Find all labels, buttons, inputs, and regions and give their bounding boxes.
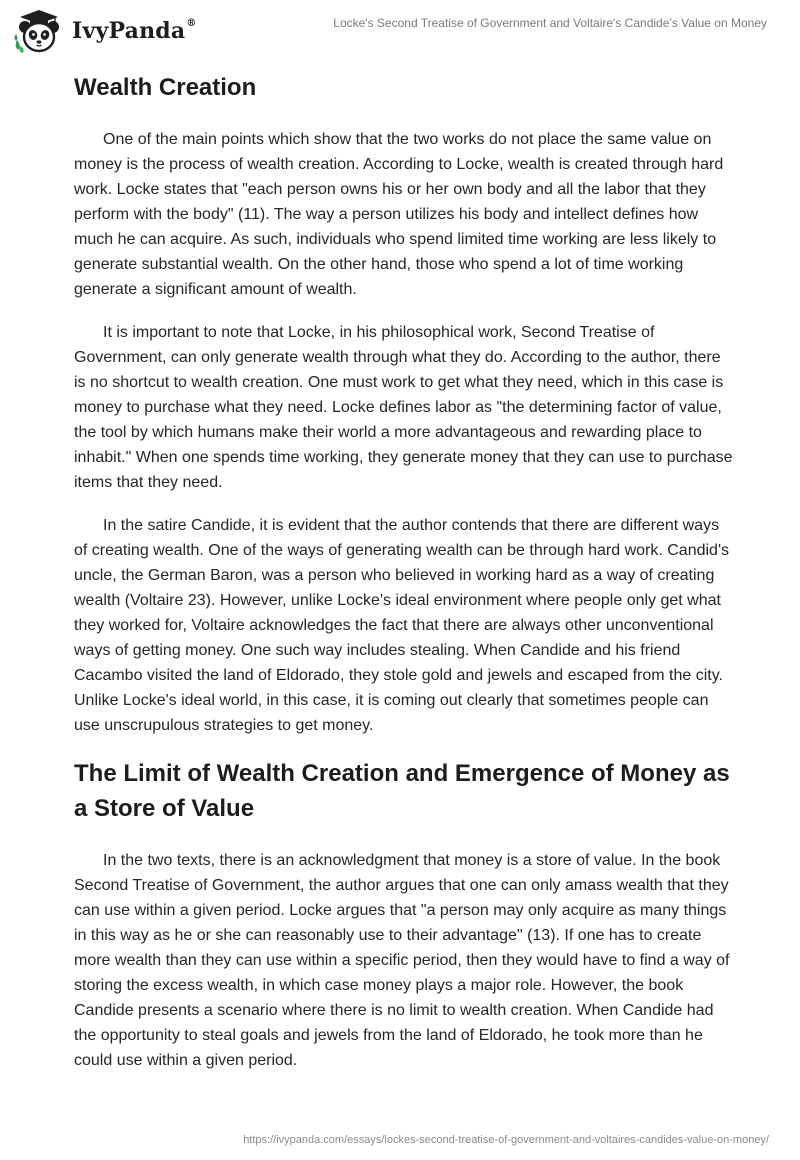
paragraph: In the two texts, there is an acknowledgment that money is a store of value. In the book Second Treatise of Government, the author argues that one can only amass wealth that they can use within a given period. Locke argues that "a person may only acquire as many things in this way as he or she can reasonably use to their advantage" (13). If one has to create more wealth than they can use within a specific period, then they would have to find a way of storing the excess wealth, in which case money plays a major role. However, the book Candide presents a scenario where there is no limit to wealth creation. When Candide had the opportunity to steal goals and jewels from the land of Eldorado, he took more than he could use within a given period. (74, 852, 730, 1069)
section-heading-wealth-creation: Wealth Creation (74, 74, 257, 101)
paragraph: One of the main points which show that the two works do not place the same value on money is the process of wealth creation. According to Locke, wealth is created through hard work. Locke states that "each person owns his or her own body and all the labor that they perform with the body" (11). The way a person utilizes his body and intellect defines how much he can acquire. As such, individuals who spend limited time working are less likely to generate substantial wealth. On the other hand, those who spend a lot of time working generate a significant amount of wealth. (74, 131, 724, 298)
paragraph: It is important to note that Locke, in his philosophical work, Second Treatise of Government, can only generate wealth through what they do. According to the author, there is no shortcut to wealth creation. One must work to get what they need, which in this case is money to purchase what they need. Locke defines labor as "the determining factor of value, the tool by which humans make their world a more advantageous and rewarding place to inhabit." When one spends time working, they generate money that they can use to purchase items that they need. (74, 324, 733, 491)
essay-content (74, 70, 734, 1091)
brand-name: IvyPanda® (72, 17, 197, 44)
source-url[interactable]: https://ivypanda.com/essays/lockes-second-treatise-of-government-and-voltaires-candides-value-on-money/ (243, 1134, 769, 1146)
ivypanda-logo[interactable] (14, 6, 197, 54)
document-title: Locke's Second Treatise of Government and Voltaire's Candide’s Value on Money (333, 16, 767, 30)
paragraph: In the satire Candide, it is evident that the author contends that there are different ways of creating wealth. One of the ways of generating wealth can be through hard work. Candid's uncle, the German Baron, was a person who believed in working hard as a way of creating wealth (Voltaire 23). However, unlike Locke's ideal environment where people only get what they worked for, Voltaire acknowledges the fact that there are always other unconventional ways of getting money. One such way includes stealing. When Candide and his friend Cacambo visited the land of Eldorado, they stole gold and jewels and escaped from the city. Unlike Locke's ideal world, in this case, it is coming out clearly that sometimes people can use unscrupulous strategies to get money. (74, 517, 729, 734)
section-heading-limit-of-wealth: The Limit of Wealth Creation and Emergence of Money as a Store of Value (74, 760, 730, 822)
panda-graduation-cap-icon (14, 6, 64, 54)
registered-mark: ® (186, 17, 197, 29)
page-header (0, 0, 800, 62)
